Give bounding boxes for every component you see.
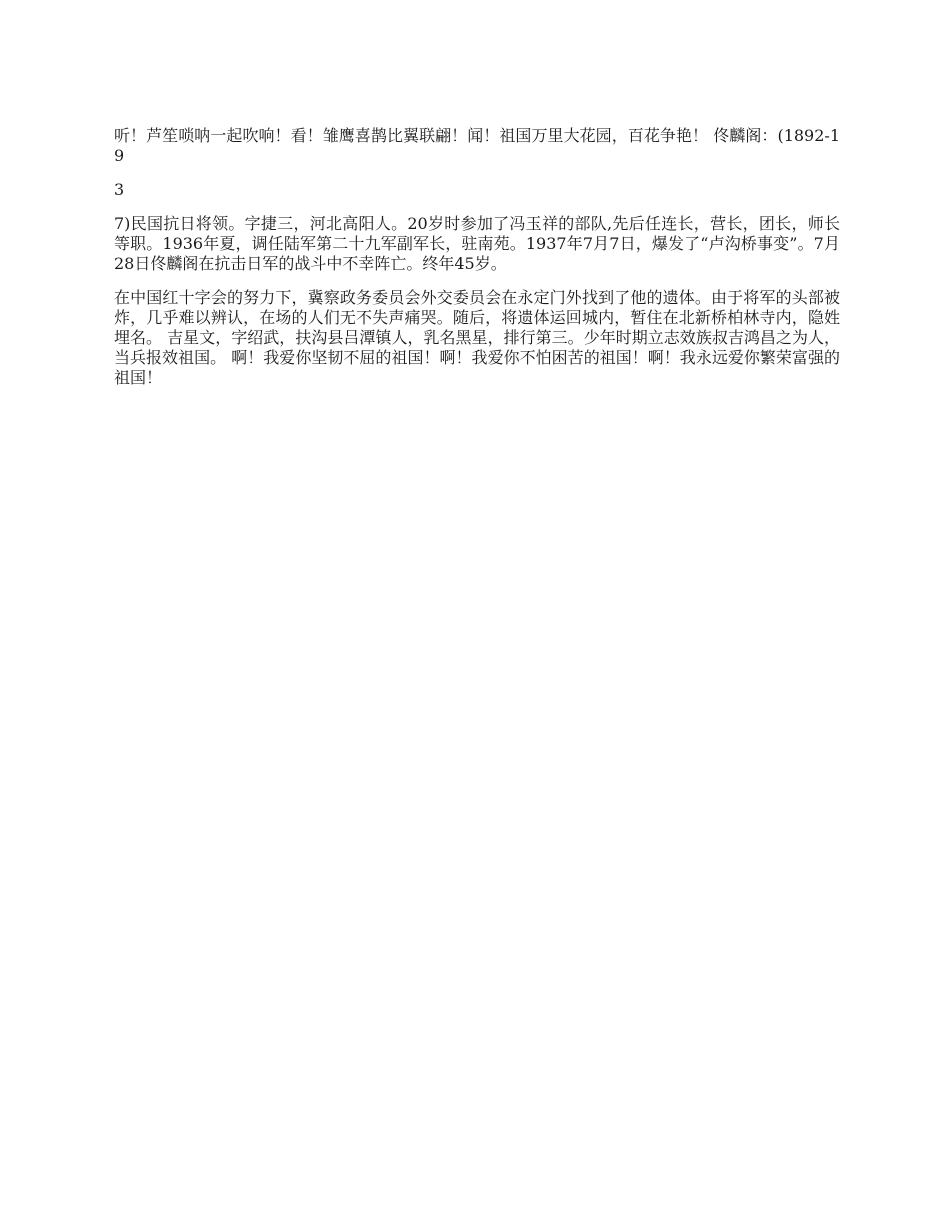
paragraph-biography-tong: 7)民国抗日将领。字捷三，河北高阳人。20岁时参加了冯玉祥的部队,先后任连长，营长，团长，师长等职。1936年夏，调任陆军第二十九军副军长，驻南苑。1937年7月7日，爆发了“卢沟桥事变”。7月28日佟麟阁在抗击日军的战斗中不幸阵亡。终年45岁。 xyxy=(114,214,840,273)
paragraph-intro: 听！芦笙唢呐一起吹响！看！雏鹰喜鹊比翼联翩！闻！祖国万里大花园，百花争艳！ 佟麟阁：(1892-19 xyxy=(114,126,840,165)
document-body xyxy=(114,126,840,402)
paragraph-biography-ji: 在中国红十字会的努力下，冀察政务委员会外交委员会在永定门外找到了他的遗体。由于将军的头部被炸，几乎难以辨认，在场的人们无不失声痛哭。随后，将遗体运回城内，暂住在北新桥柏林寺内，隐姓埋名。 吉星文，字绍武，扶沟县吕潭镇人，乳名黑星，排行第三。少年时期立志效族叔吉鸿昌之为人，当兵报效祖国。 啊！我爱你坚韧不屈的祖国！啊！我爱你不怕困苦的祖国！啊！我永远爱你繁荣富强的祖国！ xyxy=(114,288,840,387)
paragraph-fragment: 3 xyxy=(114,180,125,199)
